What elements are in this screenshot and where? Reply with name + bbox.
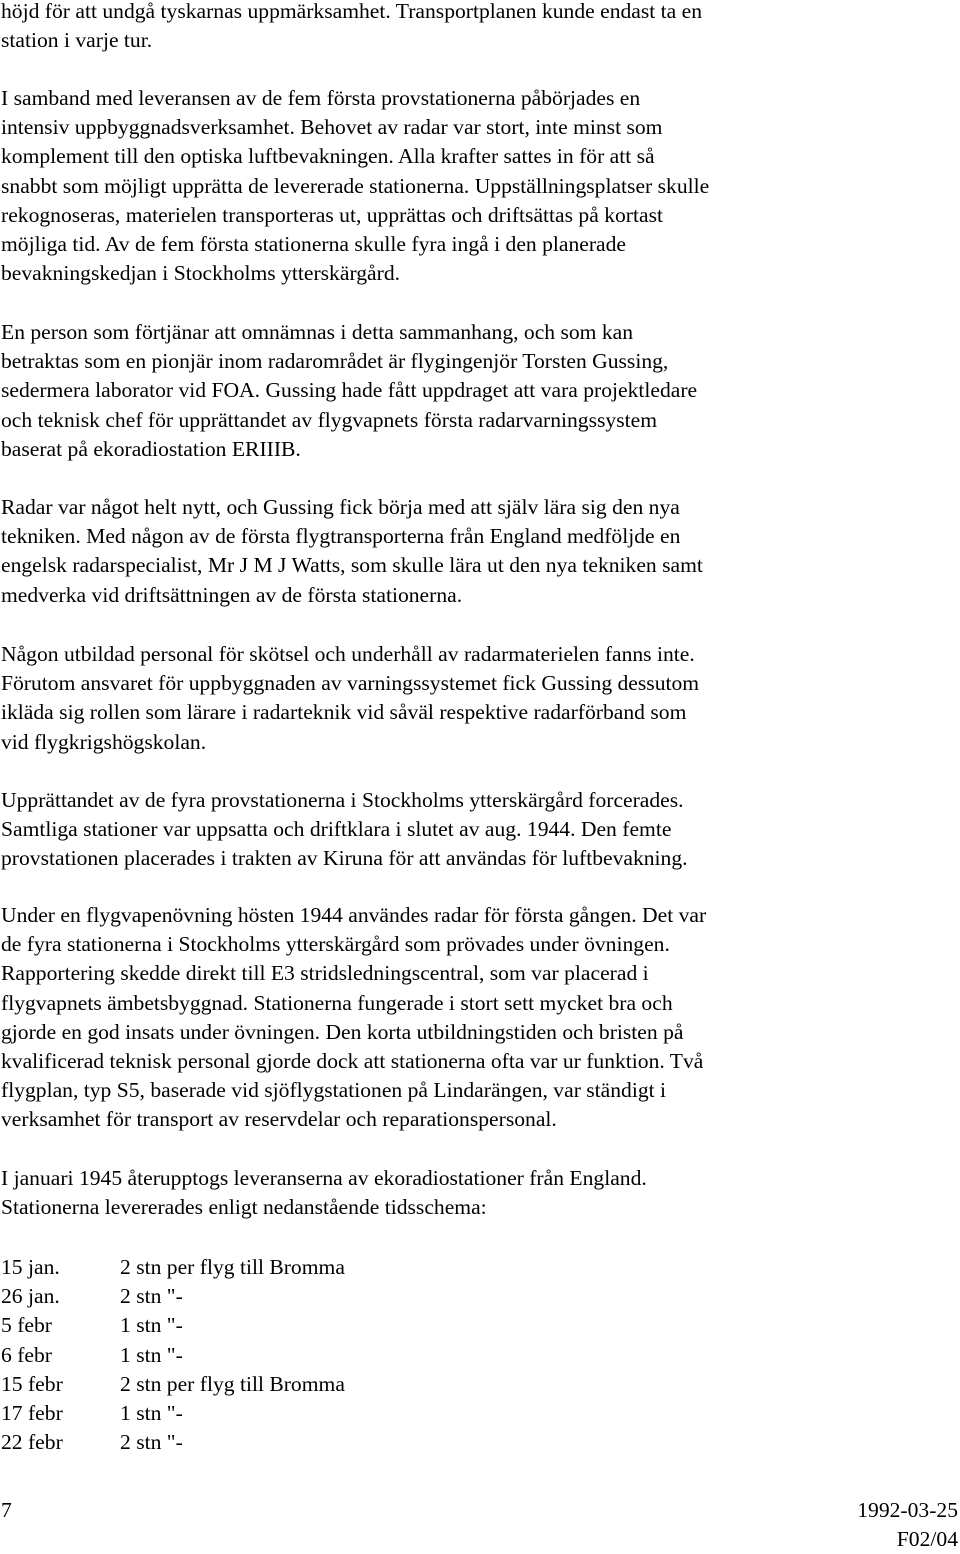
paragraph-line: flygplan, typ S5, baserade vid sjöflygstationen på Lindarängen, var ständigt i	[1, 1078, 667, 1103]
paragraph-line: Stationerna levererades enligt nedanstående tidsschema:	[1, 1195, 487, 1220]
schedule-row	[1, 1428, 345, 1457]
paragraph-line: station i varje tur.	[1, 28, 153, 53]
paragraph-line: Förutom ansvaret för uppbyggnaden av varningssystemet fick Gussing dessutom	[1, 671, 700, 696]
paragraph-line: flygvapnets ämbetsbyggnad. Stationerna fungerade i stort sett mycket bra och	[1, 990, 673, 1015]
schedule-row	[1, 1253, 345, 1282]
schedule-date: 26 jan.	[1, 1284, 60, 1309]
paragraph-6	[1, 786, 956, 874]
paragraph-line: betraktas som en pionjär inom radarområdet är flygingenjör Torsten Gussing,	[1, 349, 669, 374]
paragraph-line: Rapportering skedde direkt till E3 stridsledningscentral, som var placerad i	[1, 961, 649, 986]
paragraph-line: tekniken. Med någon av de första flygtransporterna från England medföljde en	[1, 524, 681, 549]
paragraph-line: kvalificerad teknisk personal gjorde dock att stationerna ofta var ur funktion. Två	[1, 1049, 704, 1074]
paragraph-line: rekognoseras, materielen transporteras ut, upprättas och driftsättas på kortast	[1, 202, 663, 227]
schedule-text: 1 stn "-	[120, 1342, 183, 1367]
schedule-date: 22 febr	[1, 1430, 63, 1455]
page-number: 7	[1, 1498, 12, 1522]
paragraph-line: snabbt som möjligt upprätta de levererade stationerna. Uppställningsplatser skulle	[1, 173, 710, 198]
paragraph-line: I januari 1945 återupptogs leveranserna av ekoradiostationer från England.	[1, 1166, 647, 1190]
schedule-row	[1, 1282, 345, 1311]
paragraph-line: möjliga tid. Av de fem första stationerna skulle fyra ingå i den planerade	[1, 232, 627, 257]
schedule-text: 2 stn per flyg till Bromma	[120, 1371, 345, 1396]
paragraph-3	[1, 318, 956, 464]
paragraph-7	[1, 901, 956, 1135]
paragraph-line: sedermera laborator vid FOA. Gussing hade fått uppdraget att vara projektledare	[1, 378, 698, 403]
footer-doc-code: F02/04	[896, 1527, 958, 1552]
schedule-date: 5 febr	[1, 1313, 52, 1338]
footer-meta	[857, 1496, 958, 1554]
paragraph-line: Upprättandet av de fyra provstationerna i Stockholms ytterskärgård forcerades.	[1, 788, 684, 812]
schedule-row	[1, 1399, 345, 1428]
paragraph-line: I samband med leveransen av de fem första provstationerna påbörjades en	[1, 86, 641, 110]
paragraph-line: bevakningskedjan i Stockholms ytterskärgård.	[1, 261, 401, 286]
paragraph-line: Samtliga stationer var uppsatta och driftklara i slutet av aug. 1944. Den femte	[1, 817, 672, 842]
paragraph-line: de fyra stationerna i Stockholms ytterskärgård som prövades under övningen.	[1, 932, 670, 957]
schedule-text: 1 stn "-	[120, 1401, 183, 1426]
paragraph-line: verksamhet för transport av reservdelar och reparationspersonal.	[1, 1107, 557, 1132]
paragraph-line: Under en flygvapenövning hösten 1944 användes radar för första gången. Det var	[1, 903, 707, 927]
schedule-text: 2 stn "-	[120, 1284, 183, 1309]
paragraph-8	[1, 1164, 956, 1222]
paragraph-line: och teknisk chef för upprättandet av flygvapnets första radarvarningssystem	[1, 407, 657, 432]
paragraph-1	[1, 0, 956, 55]
schedule-date: 6 febr	[1, 1342, 52, 1367]
schedule-date: 17 febr	[1, 1401, 63, 1426]
schedule-text: 2 stn per flyg till Bromma	[120, 1255, 345, 1279]
schedule-row	[1, 1370, 345, 1399]
paragraph-line: intensiv uppbyggnadsverksamhet. Behovet av radar var stort, inte minst som	[1, 115, 663, 140]
paragraph-line: Radar var något helt nytt, och Gussing fick börja med att själv lära sig den nya	[1, 495, 680, 519]
schedule-row	[1, 1311, 345, 1340]
paragraph-line: komplement till den optiska luftbevakningen. Alla krafter sattes in för att så	[1, 144, 655, 169]
paragraph-line: provstationen placerades i trakten av Kiruna för att användas för luftbevakning.	[1, 846, 688, 871]
paragraph-5	[1, 640, 956, 757]
schedule-text: 1 stn "-	[120, 1313, 183, 1338]
footer-date: 1992-03-25	[857, 1498, 958, 1522]
schedule-date: 15 jan.	[1, 1255, 60, 1279]
paragraph-line: gjorde en god insats under övningen. Den korta utbildningstiden och bristen på	[1, 1019, 684, 1044]
paragraph-line: medverka vid driftsättningen av de första stationerna.	[1, 582, 463, 607]
schedule-row	[1, 1341, 345, 1370]
paragraph-line: baserat på ekoradiostation ERIIIB.	[1, 436, 301, 461]
paragraph-line: engelsk radarspecialist, Mr J M J Watts, som skulle lära ut den nya tekniken samt	[1, 553, 703, 578]
paragraph-line: vid flygkrigshögskolan.	[1, 729, 207, 754]
paragraph-4	[1, 493, 956, 610]
paragraph-line: höjd för att undgå tyskarnas uppmärksamhet. Transportplanen kunde endast ta en	[1, 0, 703, 23]
schedule-text: 2 stn "-	[120, 1430, 183, 1455]
paragraph-2	[1, 84, 956, 288]
schedule-date: 15 febr	[1, 1371, 63, 1396]
paragraph-line: Någon utbildad personal för skötsel och underhåll av radarmaterielen fanns inte.	[1, 642, 695, 666]
delivery-schedule	[1, 1253, 345, 1457]
paragraph-line: En person som förtjänar att omnämnas i detta sammanhang, och som kan	[1, 320, 634, 344]
paragraph-line: ikläda sig rollen som lärare i radarteknik vid såväl respektive radarförband som	[1, 700, 687, 725]
